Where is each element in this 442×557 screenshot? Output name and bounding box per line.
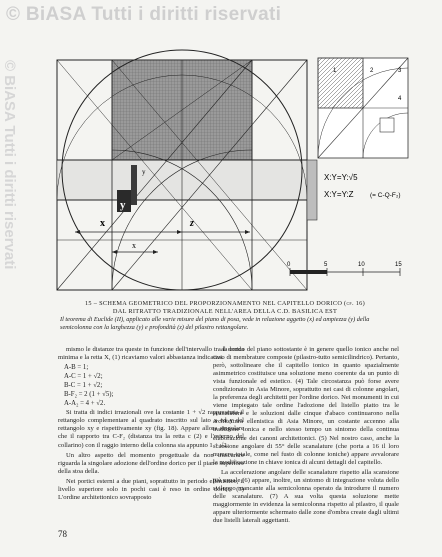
label-dim-x: x (132, 241, 136, 250)
scale-label-5: 5 (324, 262, 328, 268)
caption-head: 15 – SCHEMA GEOMETRICO DEL PROPORZIONAMENTO NEL CAPITELLO DORICO (cf. 16) (84, 300, 365, 307)
scale-label-15: 15 (395, 262, 402, 268)
left-paragraph-2: Si tratta di indici irrazionali ove la costante 1 + √2 rappresenta il rettangolo complementare al quadrato inscritto sul lato x ed y del rettangolo xy e rispettivamente xy (fig. 18). Appare allora singolare che il rapporto tra C-F₂ (distanza tra la retta c (2) e l'esterno del collarino) con il raggio interno della colonna sia appunto 1 + √2. (58, 409, 244, 449)
page-number: 78 (58, 529, 67, 539)
left-paragraph-4: Nei portici esterni a due piani, soprattutto in periodo ellenistico, il livello superiore solo in pochi casi è reso in ordine dorico. (3) L'ordine architettonico sovrapposto (58, 477, 244, 501)
side-watermark: © BiASA Tutti i diritti riservati (1, 60, 18, 270)
formula-line: B-C = 1 + √2; (64, 382, 103, 390)
scale-label-10: 10 (358, 262, 365, 268)
formula-line: A-C = 1 + √2; (64, 373, 103, 381)
watermark: © BiASA Tutti i diritti riservati (6, 4, 282, 25)
label-z: z (190, 218, 194, 229)
caption-description: Il teorema di Euclide (II), applicato alle varie misure del piano di posa, vede in relazione aggetto (x) ed ampiezza (y) della semicolonna con la larghezza (y) e profondità (z) del pilastro rettangolare. (60, 316, 370, 331)
formula-3: (= C-Q-F₂) (370, 192, 401, 199)
corner-label-2: 2 (370, 68, 374, 74)
right-column (213, 346, 399, 527)
corner-label-4: 4 (398, 96, 402, 102)
corner-label-1: 1 (333, 68, 337, 74)
right-paragraph-1: al dorico del piano sottostante è in genere quello ionico anche nel caso di membrature composte (pilastro-tutto semicilindrico). Pertanto, però, sottolineare che il capitello ionico in quanto spazialmente asimmetrico costituisce una soluzione meno coerente da un punto di vista funzionale ed estetico. (4) Tale circostanza può forse avere condizionato in Asia Minore, soprattutto nei casi di colonne angolari, la preferenza degli architetti per l'ordine dorico. Nei monumenti in cui viene impiegato tale ordine l'adozione del listello piatto tra le scanalature e le soluzioni dalle cinque d'abaco continuarono nella architettura ellenistica di Asia Minore, un costante accenno alla tradizione ionica e nello stesso tempo un sintomo della continua elaborazione dei canoni architettonici. (5) Nel nostro caso, anche la scansione angolare di 55° delle scanalature (che porta a 16 il loro numero totale, come nel fusto di colonne ioniche) appare avvalorare la modificazione in chiave ionica di alcuni dettagli del capitello. (213, 346, 399, 466)
label-x: x (100, 218, 105, 229)
figure-caption (60, 300, 390, 332)
formula-line: A-B = 1; (64, 364, 89, 372)
formula-1: X:Y=Y:√5 (324, 173, 358, 182)
corner-label-3: 3 (398, 68, 402, 74)
label-y: y (120, 199, 126, 211)
right-paragraph-2: La accelerazione angolare delle scanalature rispetto alla scansione più usuale (6) appare, inoltre, un sintomo di integrazione voluta dello sviluppo mancante alla semicolonna operato da introdurre il numero delle scanalature. (7) A sua volta questa soluzione mette maggiormente in evidenza la semicolonna rispetto al pilastro, il quale appare ulteriormente schermato dalle zone d'ombra create dagli ultimi due listelli laterali aggettanti. (213, 468, 399, 524)
left-paragraph-3: Un altro aspetto del momento progettuale da non trascurare riguarda la singolare adozione dell'ordine dorico per il piano superiore della stoa della. (58, 451, 244, 475)
formula-line: B-F₂ = 2 (1 + √5); (64, 391, 114, 399)
left-paragraph-1: mismo le distanze tra queste in funzione dell'intervallo tra la corda minima e la retta X, (1) ricaviamo valori abbastanza indicativi. (58, 346, 244, 362)
scale-label-0: 0 (287, 262, 291, 268)
formula-2: X:Y=Y:Z (324, 190, 354, 199)
formula-line: A-A₂ = 4 + √2. (64, 400, 106, 408)
label-y-small: y (142, 168, 146, 176)
caption-head-2: DAL RITRATTO TRADIZIONALE NELL'AREA DELLA C.D. BASILICA EST (112, 308, 338, 315)
